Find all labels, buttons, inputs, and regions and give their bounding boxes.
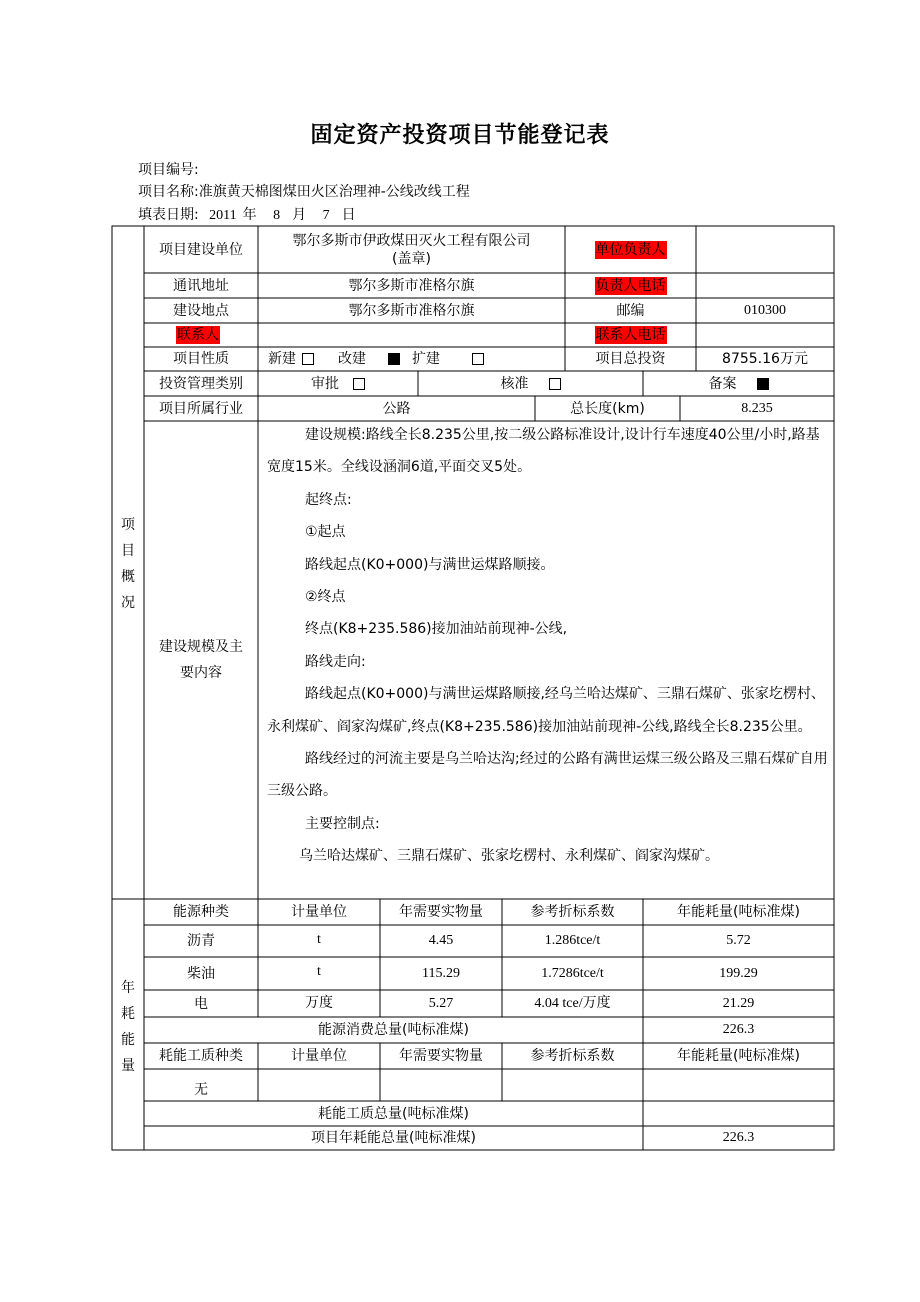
energy-cell: 1.7286tce/t bbox=[541, 965, 604, 981]
project-name-line bbox=[138, 182, 470, 202]
rebuild-checkbox-checked[interactable] bbox=[388, 353, 400, 365]
industry-value: 公路 bbox=[382, 400, 411, 417]
scope-paragraph: 起终点: bbox=[305, 491, 352, 508]
invest-label: 项目总投资 bbox=[595, 351, 666, 367]
medium-cell: 无 bbox=[194, 1082, 208, 1098]
rebuild-option-label: 改建 bbox=[338, 351, 366, 367]
date-line bbox=[138, 205, 356, 226]
energy-cell: 4.45 bbox=[428, 933, 454, 948]
date-year: 2011 bbox=[209, 208, 237, 223]
medium-header: 耗能工质种类 bbox=[159, 1048, 243, 1064]
date-month: 8 bbox=[273, 208, 281, 223]
scope-paragraph: 终点(K8+235.586)接加油站前现神-公线, bbox=[305, 621, 568, 638]
date-month-unit: 月 bbox=[292, 207, 307, 223]
scope-paragraph: 路线起点(K0+000)与满世运煤路顺接。 bbox=[305, 556, 555, 573]
new-option-label: 新建 bbox=[268, 351, 296, 367]
project-total-value: 226.3 bbox=[722, 1130, 755, 1145]
medium-header: 计量单位 bbox=[291, 1048, 347, 1064]
energy-cell: 柴油 bbox=[187, 965, 215, 982]
site-value: 鄂尔多斯市准格尔旗 bbox=[348, 302, 475, 319]
nature-options bbox=[258, 347, 565, 371]
nature-label: 项目性质 bbox=[173, 351, 229, 367]
energy-cell: t bbox=[317, 964, 321, 979]
approve-checkbox[interactable] bbox=[353, 378, 365, 390]
expand-checkbox[interactable] bbox=[472, 353, 484, 365]
energy-header: 计量单位 bbox=[291, 904, 347, 920]
leader-label: 单位负责人 bbox=[595, 241, 666, 258]
date-day-unit: 日 bbox=[341, 207, 356, 223]
energy-header: 年能耗量(吨标准煤) bbox=[677, 904, 800, 920]
energy-cell: 115.29 bbox=[422, 965, 460, 981]
contact-label: 联系人 bbox=[177, 327, 219, 343]
energy-cell: 4.04 tce/万度 bbox=[534, 995, 611, 1011]
length-value: 8.235 bbox=[741, 400, 773, 416]
project-name-value: 准旗黄天棉图煤田火区治理神-公线改线工程 bbox=[198, 184, 470, 200]
energy-cell: t bbox=[317, 932, 321, 947]
scope-paragraph: ①起点 bbox=[305, 524, 346, 541]
approve-option bbox=[258, 371, 418, 396]
scope-paragraph: 主要控制点: bbox=[305, 815, 380, 832]
address-value: 鄂尔多斯市准格尔旗 bbox=[348, 277, 475, 294]
leader-phone-label: 负责人电话 bbox=[595, 277, 666, 294]
energy-cell: 5.72 bbox=[726, 933, 751, 948]
energy-cell: 199.29 bbox=[719, 965, 758, 981]
medium-header: 参考折标系数 bbox=[530, 1048, 615, 1064]
address-label: 通讯地址 bbox=[173, 277, 229, 294]
date-label: 填表日期: bbox=[138, 207, 199, 223]
energy-cell: 万度 bbox=[305, 995, 333, 1011]
medium-header: 年能耗量(吨标准煤) bbox=[677, 1048, 800, 1064]
new-checkbox[interactable] bbox=[302, 353, 314, 365]
zip-value: 010300 bbox=[744, 302, 786, 318]
invest-value: 8755.16万元 bbox=[722, 351, 808, 367]
energy-header: 年需要实物量 bbox=[399, 904, 483, 920]
scope-paragraph: 建设规模:路线全长8.235公里,按二级公路标准设计,设计行车速度40公里/小时,路基宽度15米。全线设涵洞6道,平面交叉5处。 bbox=[267, 427, 820, 476]
project-total-label: 项目年耗能总量(吨标准煤) bbox=[311, 1130, 476, 1146]
energy-cell: 21.29 bbox=[722, 995, 755, 1011]
energy-cell: 1.286tce/t bbox=[544, 933, 601, 948]
project-no-label: 项目编号: bbox=[138, 162, 199, 178]
scope-content bbox=[267, 419, 829, 873]
medium-total-label: 耗能工质总量(吨标准煤) bbox=[318, 1105, 469, 1122]
medium-header: 年需要实物量 bbox=[399, 1048, 483, 1064]
date-year-unit: 年 bbox=[242, 207, 257, 223]
contact-phone-label: 联系人电话 bbox=[595, 327, 666, 343]
confirm-label: 核准 bbox=[500, 375, 529, 392]
confirm-checkbox[interactable] bbox=[549, 378, 561, 390]
scope-paragraph: 乌兰哈达煤矿、三鼎石煤矿、张家圪楞村、永利煤矿、阎家沟煤矿。 bbox=[299, 848, 719, 865]
zip-label: 邮编 bbox=[616, 302, 645, 319]
scope-paragraph: 路线起点(K0+000)与满世运煤路顺接,经乌兰哈达煤矿、三鼎石煤矿、张家圪楞村、永利煤矿、阎家沟煤矿,终点(K8+235.586)接加油站前现神-公线,路线全长8.235公里。 bbox=[267, 686, 825, 735]
site-label: 建设地点 bbox=[173, 302, 229, 319]
record-checkbox-checked[interactable] bbox=[757, 378, 769, 390]
confirm-option bbox=[418, 371, 643, 396]
energy-header: 参考折标系数 bbox=[530, 904, 615, 920]
expand-option-label: 扩建 bbox=[412, 351, 440, 367]
record-label: 备案 bbox=[708, 375, 737, 392]
annual-side-label: 年 耗 能 量 bbox=[121, 980, 135, 1074]
energy-total-value: 226.3 bbox=[722, 1022, 755, 1037]
date-day: 7 bbox=[322, 208, 330, 223]
record-option bbox=[643, 371, 834, 396]
energy-header: 能源种类 bbox=[173, 904, 229, 920]
energy-cell: 沥青 bbox=[187, 933, 215, 949]
unit-label: 项目建设单位 bbox=[159, 241, 243, 258]
scope-paragraph: 路线经过的河流主要是乌兰哈达沟;经过的公路有满世运煤三级公路及三鼎石煤矿自用三级公路。 bbox=[267, 751, 828, 800]
mgmt-label: 投资管理类别 bbox=[159, 375, 243, 392]
page-title: 固定资产投资项目节能登记表 bbox=[310, 123, 610, 148]
industry-label: 项目所属行业 bbox=[159, 400, 243, 417]
project-name-label: 项目名称: bbox=[138, 184, 199, 200]
energy-cell: 电 bbox=[194, 995, 208, 1012]
project-no-line bbox=[138, 160, 199, 180]
unit-value: 鄂尔多斯市伊政煤田灭火工程有限公司 (盖章) bbox=[292, 232, 531, 267]
scope-paragraph: 路线走向: bbox=[305, 653, 366, 670]
length-label: 总长度(km) bbox=[570, 400, 645, 417]
scope-label: 建设规模及主 要内容 bbox=[159, 639, 243, 681]
energy-total-label: 能源消费总量(吨标准煤) bbox=[318, 1022, 469, 1038]
energy-cell: 5.27 bbox=[428, 995, 454, 1011]
approve-label: 审批 bbox=[311, 375, 339, 392]
scope-paragraph: ②终点 bbox=[305, 589, 346, 606]
overview-side-label: 项 目 概 况 bbox=[121, 517, 135, 611]
